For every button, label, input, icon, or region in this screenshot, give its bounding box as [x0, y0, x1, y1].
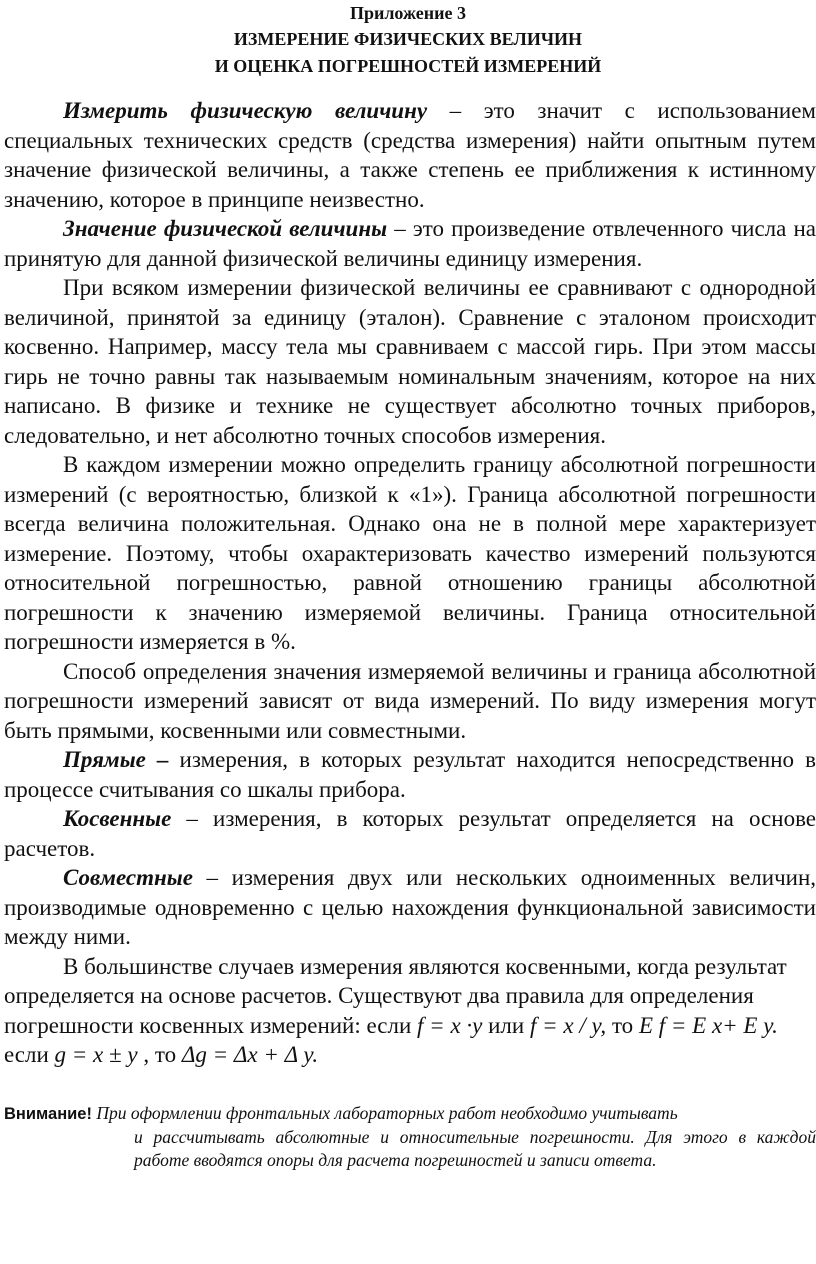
- paragraph-definition-value: [4, 214, 816, 273]
- paragraph-joint: [4, 863, 816, 952]
- word-or: или: [482, 1012, 530, 1038]
- term-value: Значение физической величины: [63, 216, 388, 241]
- paragraph-text: В большинстве случаев измерения являются косвенными, когда результат определяется на основе расчетов. Существуют два правила для определения погрешности косвенных измерений: если: [4, 953, 787, 1038]
- paragraph-text: – измерения, в которых результат определяется на основе расчетов.: [4, 806, 816, 861]
- term-measure: Измерить физическую величину: [63, 98, 428, 123]
- formula-sum: g = x ± y: [54, 1042, 138, 1067]
- title-line-1: ИЗМЕРЕНИЕ ФИЗИЧЕСКИХ ВЕЛИЧИН: [233, 29, 583, 49]
- note-continuation: и рассчитывать абсолютные и относительные погрешности. Для этого в каждой работе вводятся опоры для расчета погрешностей и записи ответа.: [134, 1127, 816, 1170]
- paragraph-direct: [4, 745, 816, 804]
- paragraph-text: – это произведение отвлеченного числа на принятую для данной физической величины единицу измерения.: [4, 216, 816, 271]
- word-then: , то: [137, 1042, 182, 1067]
- formula-quotient: f = x / y,: [529, 1012, 607, 1038]
- paragraph-definition-measure: [4, 96, 816, 214]
- word-then: то: [606, 1012, 639, 1038]
- formula-relative-error: E f = E x+ E y.: [638, 1012, 778, 1038]
- note-label: Внимание!: [4, 1105, 92, 1123]
- title-line-2: И ОЦЕНКА ПОГРЕШНОСТЕЙ ИЗМЕРЕНИЙ: [214, 56, 602, 76]
- paragraph-text: – измерения двух или нескольких одноименных величин, производимые одновременно с целью нахождения функциональной зависимости между ними.: [4, 865, 816, 949]
- note-text: При оформлении фронтальных лабораторных работ необходимо учитывать: [91, 1103, 678, 1123]
- term-direct: Прямые –: [63, 747, 169, 772]
- term-indirect: Косвенные: [63, 806, 172, 831]
- formula-product: f = x ·y: [417, 1012, 483, 1038]
- paragraph-error-rules: [4, 952, 816, 1070]
- paragraph-text: – это значит с использованием специальных технических средств (средства измерения) найти опытным путем значение физической величины, а также степень ее приближения к истинному значению, которое в принципе неизвестно.: [4, 98, 816, 212]
- paragraph-text: измерения, в которых результат находится непосредственно в процессе считывания со шкалы прибора.: [4, 747, 816, 802]
- appendix-label: Приложение 3: [349, 3, 467, 23]
- formula-absolute-error: Δg = Δx + Δ y.: [181, 1042, 319, 1067]
- document-body: [4, 96, 816, 1070]
- note-first-line: [4, 1102, 816, 1126]
- term-joint: Совместные: [63, 865, 193, 890]
- paragraph-error-bounds: В каждом измерении можно определить границу абсолютной погрешности измерений (с вероятностью, близкой к «1»). Граница абсолютной погрешности всегда величина положительная. Однако она не в полной мере характеризует измерение. Поэтому, чтобы охарактеризовать качество измерений пользуются относительной погрешностью, равной отношению границы абсолютной погрешности к значению измеряемой величины. Граница относительной погрешности измеряется в %.: [4, 452, 816, 654]
- paragraph-measurement-types: Способ определения значения измеряемой величины и граница абсолютной погрешности измерений зависят от вида измерений. По виду измерения могут быть прямыми, косвенными или совместными.: [4, 658, 816, 743]
- paragraph-indirect: [4, 804, 816, 863]
- paragraph-comparison: При всяком измерении физической величины ее сравнивают с однородной величиной, принятой за единицу (эталон). Сравнение с эталоном происходит косвенно. Например, массу тела мы сравниваем с массой гирь. При этом массы гирь не точно равны так называемым номинальным значениям, которое на них написано. В физике и технике не существует абсолютно точных приборов, следовательно, и нет абсолютно точных способов измерения.: [4, 275, 816, 448]
- word-if: если: [4, 1042, 55, 1067]
- attention-note: [4, 1102, 816, 1172]
